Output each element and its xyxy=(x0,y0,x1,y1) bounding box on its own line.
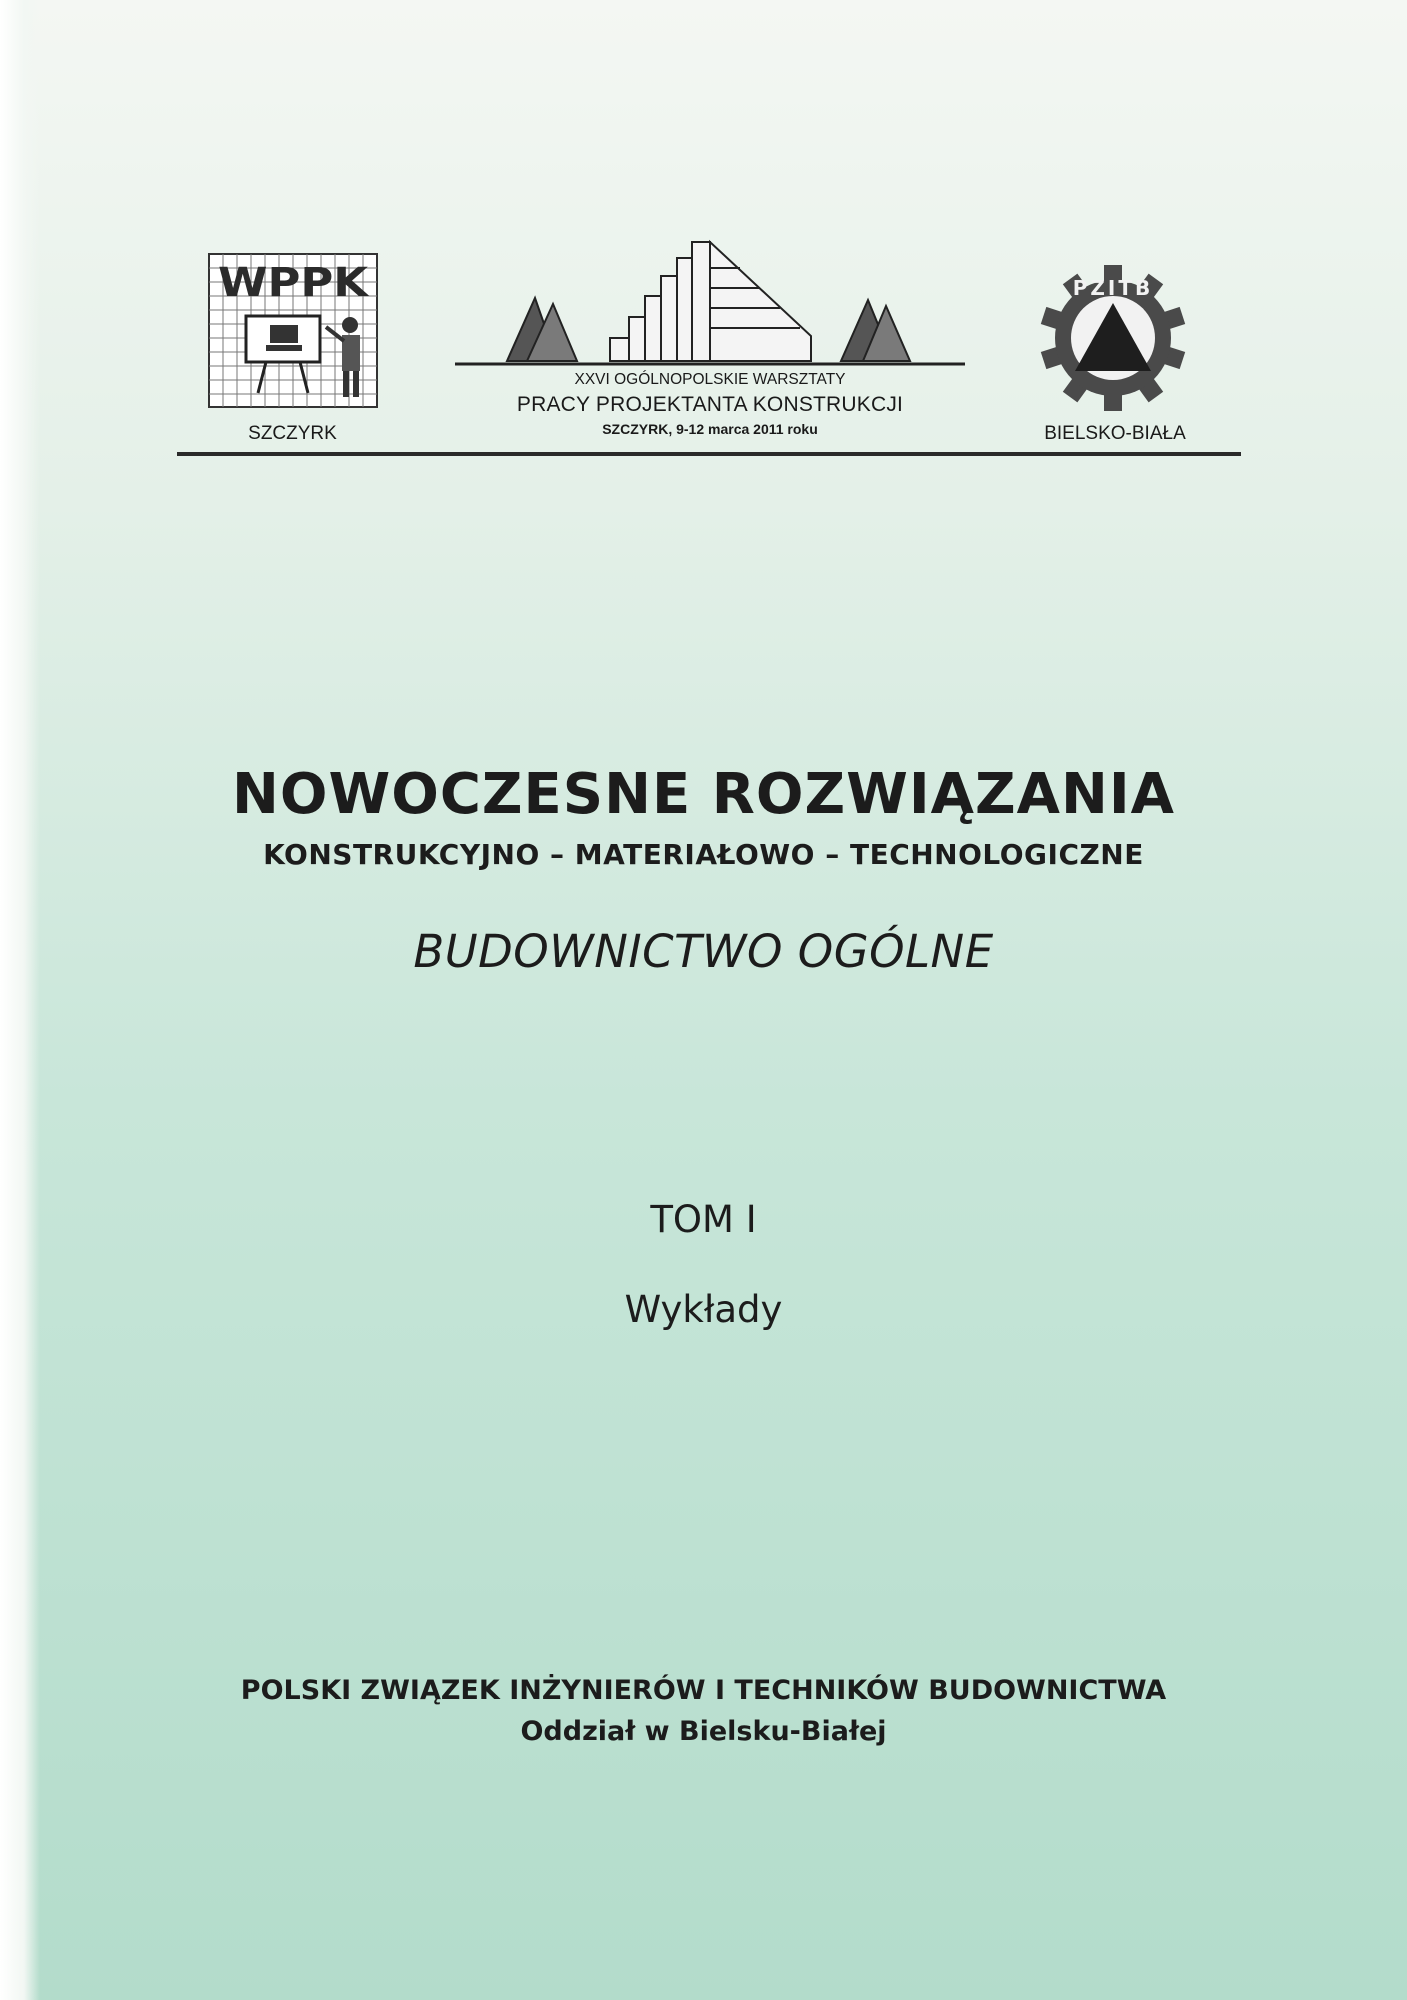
volume-label: Wykłady xyxy=(624,1288,783,1331)
workshop-edition: XXVI OGÓLNOPOLSKIE WARSZTATY xyxy=(574,371,846,388)
left-logo-caption: SZCZYRK xyxy=(248,423,337,444)
book-section: BUDOWNICTWO OGÓLNE xyxy=(413,925,994,978)
workshop-logo xyxy=(455,238,965,368)
wppk-logo-text: WPPK xyxy=(218,260,371,306)
pzitb-logo-text: PZITB xyxy=(1072,276,1154,300)
book-subtitle: KONSTRUKCYJNO – MATERIAŁOWO – TECHNOLOGICZNE xyxy=(263,838,1144,871)
volume-number: TOM I xyxy=(650,1198,757,1241)
workshop-title: PRACY PROJEKTANTA KONSTRUKCJI xyxy=(516,393,904,416)
pzitb-logo xyxy=(1038,263,1188,418)
header-divider xyxy=(177,452,1241,456)
right-logo-caption: BIELSKO-BIAŁA xyxy=(1044,423,1186,444)
book-title: NOWOCZESNE ROZWIĄZANIA xyxy=(231,762,1176,827)
publisher-branch: Oddział w Bielsku-Białej xyxy=(520,1716,887,1747)
publisher-name: POLSKI ZWIĄZEK INŻYNIERÓW I TECHNIKÓW BUDOWNICTWA xyxy=(240,1675,1167,1706)
workshop-date: SZCZYRK, 9-12 marca 2011 roku xyxy=(602,421,818,437)
wppk-logo xyxy=(208,253,378,408)
